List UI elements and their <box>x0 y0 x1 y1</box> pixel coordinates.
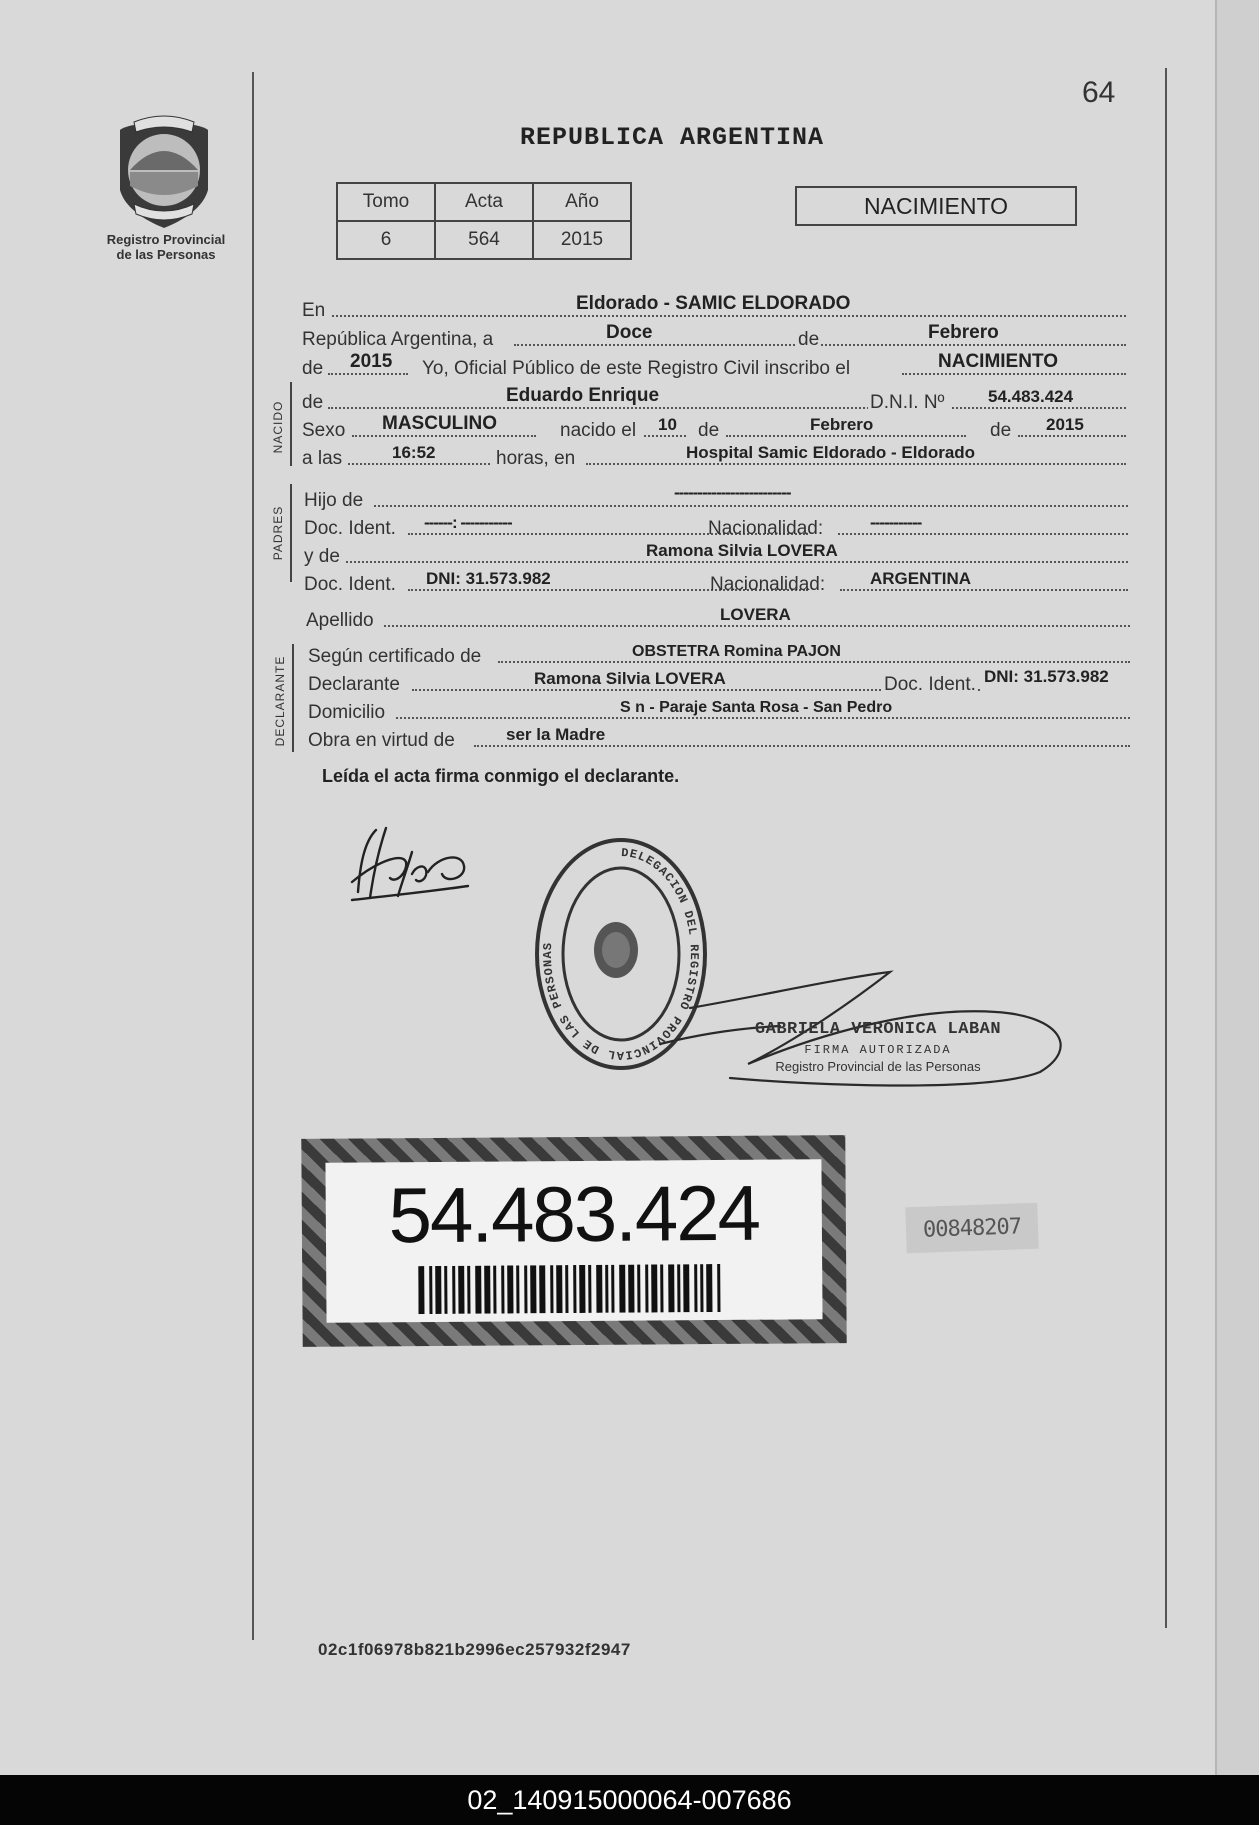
surname-value: LOVERA <box>720 605 791 624</box>
barcode-bar <box>550 1265 553 1313</box>
barcode-bar <box>619 1265 625 1313</box>
row-y-de <box>304 540 1128 568</box>
register-acta: 564 <box>435 221 533 259</box>
label-hijo-de: Hijo de <box>304 490 364 511</box>
declarant-doc: DNI: 31.573.982 <box>984 667 1109 686</box>
official-block <box>738 1020 1018 1074</box>
address-value: S n - Paraje Santa Rosa - San Pedro <box>620 699 893 716</box>
certificate-issuer: OBSTETRA Romina PAJON <box>632 643 841 660</box>
barcode-bar <box>717 1264 720 1312</box>
barcode-bar <box>524 1265 527 1313</box>
barcode-bar <box>452 1266 455 1314</box>
label-de: de <box>698 420 720 441</box>
official-role: FIRMA AUTORIZADA <box>804 1043 952 1057</box>
serial-stamp: 00848207 <box>905 1203 1039 1254</box>
label-doc-ident: Doc. Ident. <box>304 518 396 539</box>
barcode-bar <box>507 1265 513 1313</box>
scan-id-strip <box>0 1775 1259 1825</box>
dotted-line <box>348 463 490 465</box>
barcode-bar <box>458 1266 464 1314</box>
barcode-bars <box>418 1264 736 1314</box>
barcode-bar <box>706 1264 712 1312</box>
birth-day: 10 <box>658 415 677 434</box>
misiones-seal-logo <box>112 112 216 230</box>
row-nacido-nombre <box>302 386 1126 414</box>
birth-time: 16:52 <box>392 443 436 462</box>
closing-statement: Leída el acta firma conmigo el declarante. <box>322 766 680 786</box>
padres-bar <box>290 484 292 582</box>
label-nacionalidad: Nacionalidad: <box>710 574 826 595</box>
row-certificado <box>308 640 1130 668</box>
barcode-inner <box>325 1159 822 1322</box>
register-table <box>336 182 632 260</box>
row-republica <box>302 323 1126 351</box>
declarante-bar <box>292 644 294 752</box>
father-name: ------------------------- <box>674 483 791 502</box>
record-kind-box: NACIMIENTO <box>795 186 1077 226</box>
register-anio: 2015 <box>533 221 631 259</box>
barcode-bar <box>484 1266 490 1314</box>
row-en <box>302 294 1126 322</box>
barcode-bar <box>677 1264 680 1312</box>
label-apellido: Apellido <box>306 610 374 631</box>
label-declarante: Declarante <box>308 674 400 695</box>
barcode-bar <box>501 1265 504 1313</box>
capacity-value: ser la Madre <box>506 725 606 744</box>
barcode-bar <box>683 1264 689 1312</box>
mother-doc: DNI: 31.573.982 <box>426 569 551 588</box>
barcode-number: 54.483.424 <box>388 1168 760 1260</box>
row-nacido-hora <box>302 442 1126 470</box>
row-mother-doc <box>304 568 1128 596</box>
label-nacido-el: nacido el <box>560 420 637 441</box>
document-hash: 02c1f06978b821b2996ec257932f2947 <box>318 1640 631 1659</box>
label-obra-en-virtud: Obra en virtud de <box>308 730 455 751</box>
barcode-bar <box>596 1265 602 1313</box>
page-edge <box>1215 0 1259 1775</box>
dotted-line <box>328 373 408 375</box>
dotted-line <box>384 625 1130 627</box>
label-de: de <box>302 358 324 379</box>
label-sexo: Sexo <box>302 420 346 441</box>
barcode-bar <box>444 1266 447 1314</box>
dotted-line <box>328 407 888 409</box>
label-segun-certificado: Según certificado de <box>308 646 482 667</box>
scan-id: 02_140915000064-007686 <box>467 1784 792 1815</box>
mother-name: Ramona Silvia LOVERA <box>646 541 838 560</box>
row-hijo-de <box>304 484 1128 512</box>
place-value: Eldorado - SAMIC ELDORADO <box>576 293 851 314</box>
section-nacido: NACIDO <box>271 400 285 454</box>
barcode-bar <box>668 1264 674 1312</box>
row-declarante <box>308 668 1130 696</box>
register-value-row <box>337 221 631 259</box>
barcode-bar <box>556 1265 562 1313</box>
right-margin-line <box>1165 68 1167 1628</box>
barcode-bar <box>467 1266 470 1314</box>
barcode-bar <box>651 1264 657 1312</box>
label-dni: D.N.I. Nº <box>870 392 945 413</box>
barcode-bar <box>493 1266 496 1314</box>
day-value: Doce <box>606 322 653 343</box>
barcode-bar <box>588 1265 591 1313</box>
barcode-bar <box>530 1265 536 1313</box>
document-title: REPUBLICA ARGENTINA <box>520 123 825 152</box>
child-sex: MASCULINO <box>382 413 498 434</box>
dotted-line <box>902 373 1126 375</box>
dotted-line <box>332 315 1126 317</box>
section-declarante: DECLARANTE <box>273 655 287 747</box>
barcode-bar <box>539 1265 545 1313</box>
row-oficial <box>302 352 1126 380</box>
dotted-line <box>374 505 1128 507</box>
row-father-doc <box>304 512 1128 540</box>
dotted-line <box>474 745 1130 747</box>
register-header-tomo: Tomo <box>337 183 435 221</box>
barcode-bar <box>565 1265 568 1313</box>
barcode-bar <box>475 1266 481 1314</box>
logo-caption-line2: de las Personas <box>116 247 216 262</box>
logo-caption <box>96 232 236 262</box>
child-name: Eduardo Enrique <box>506 385 660 406</box>
barcode-bar <box>611 1265 614 1313</box>
label-doc-ident: Doc. Ident. <box>304 574 396 595</box>
register-tomo: 6 <box>337 221 435 259</box>
dotted-line <box>352 435 536 437</box>
month-value: Febrero <box>928 322 999 343</box>
mother-nationality: ARGENTINA <box>870 569 972 588</box>
register-header-anio: Año <box>533 183 631 221</box>
label-a-las: a las <box>302 448 343 469</box>
barcode-sticker <box>301 1135 846 1347</box>
label-domicilio: Domicilio <box>308 702 386 723</box>
birth-month: Febrero <box>810 415 874 434</box>
dotted-line <box>838 533 1128 535</box>
barcode-bar <box>605 1265 608 1313</box>
dotted-line <box>498 661 1130 663</box>
row-domicilio <box>308 696 1130 724</box>
barcode-bar <box>418 1266 424 1314</box>
barcode-bar <box>579 1265 585 1313</box>
dotted-line <box>726 435 966 437</box>
barcode-bar <box>700 1264 703 1312</box>
dotted-line <box>396 717 1130 719</box>
label-de: de <box>798 329 820 350</box>
row-nacido-sexo <box>302 414 1126 442</box>
section-padres: PADRES <box>271 505 285 561</box>
declarant-name: Ramona Silvia LOVERA <box>534 669 726 688</box>
official-name: GABRIELA VERONICA LABAN <box>754 1020 1002 1039</box>
label-nacionalidad: Nacionalidad: <box>708 518 824 539</box>
logo-caption-line1: Registro Provincial <box>106 232 226 247</box>
label-de: de <box>302 392 324 413</box>
birth-place: Hospital Samic Eldorado - Eldorado <box>686 443 976 462</box>
nacido-bar <box>290 382 292 466</box>
folio-number: 64 <box>1082 76 1116 109</box>
row-apellido <box>306 604 1130 632</box>
label-oficial: Yo, Oficial Público de este Registro Civil inscribo el <box>422 358 851 379</box>
label-republica: República Argentina, a <box>302 329 494 350</box>
svg-text:DELEGACION DEL REGISTRO PROVIN: DELEGACION DEL REGISTRO PROVINCIAL DE LAS PERSONAS <box>540 845 702 1063</box>
barcode-bar <box>660 1264 663 1312</box>
father-nationality: ----------- <box>870 513 922 532</box>
official-office: Registro Provincial de las Personas <box>775 1059 981 1074</box>
barcode-bar <box>628 1265 634 1313</box>
year-value: 2015 <box>350 351 393 372</box>
barcode-bar <box>516 1265 519 1313</box>
barcode-bar <box>645 1264 648 1312</box>
register-header-acta: Acta <box>435 183 533 221</box>
dotted-line <box>1018 435 1126 437</box>
label-horas-en: horas, en <box>496 448 576 469</box>
register-header-row <box>337 183 631 221</box>
barcode-bar <box>694 1264 697 1312</box>
birth-year: 2015 <box>1046 415 1084 434</box>
barcode-bar <box>435 1266 441 1314</box>
declarant-signature <box>346 822 472 904</box>
barcode-bar <box>637 1265 640 1313</box>
dotted-line <box>586 463 1126 465</box>
label-doc-ident: Doc. Ident. <box>884 674 976 695</box>
father-doc: ------: ----------- <box>424 513 512 532</box>
barcode-bar <box>573 1265 576 1313</box>
row-obra <box>308 724 1130 752</box>
dotted-line <box>346 561 1128 563</box>
left-margin-line <box>252 72 254 1640</box>
dotted-line <box>952 407 1126 409</box>
dotted-line <box>840 589 1128 591</box>
dotted-line <box>644 435 686 437</box>
child-dni: 54.483.424 <box>988 387 1074 406</box>
label-en: En <box>302 300 326 321</box>
label-y-de: y de <box>304 546 340 567</box>
label-de: de <box>990 420 1012 441</box>
act-type-value: NACIMIENTO <box>938 351 1058 372</box>
barcode-bar <box>429 1266 432 1314</box>
